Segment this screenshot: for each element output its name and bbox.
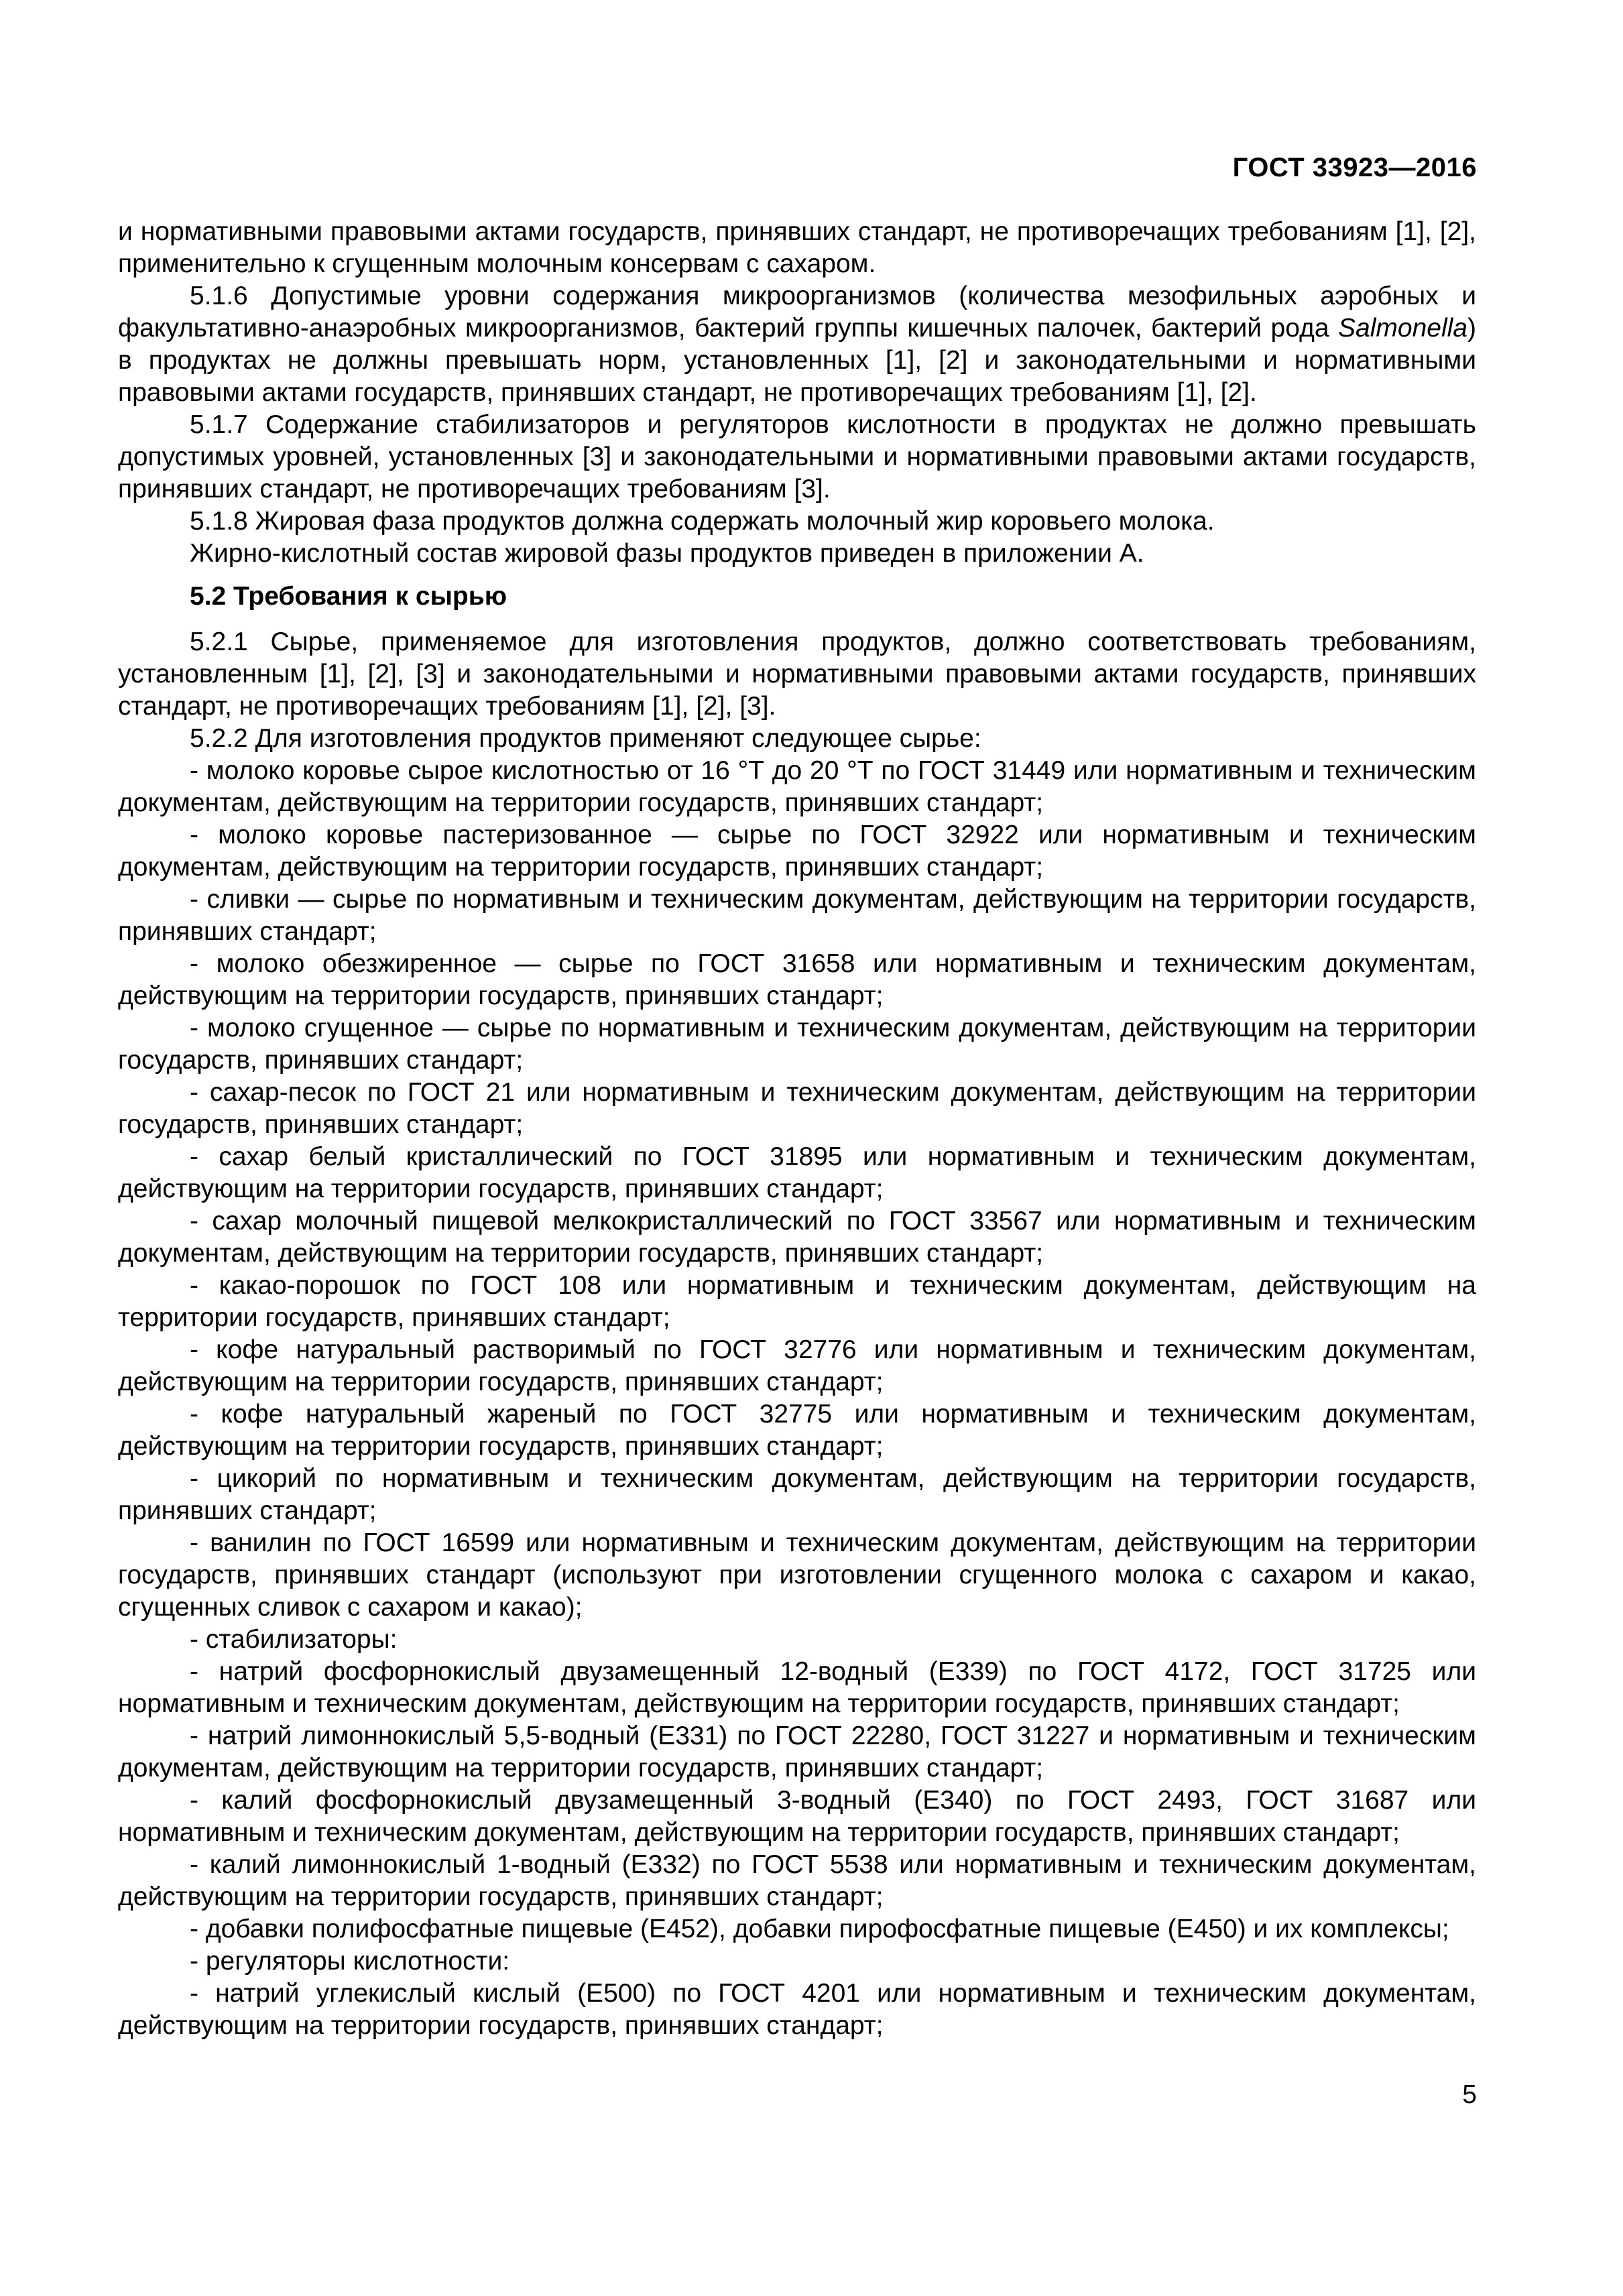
list-item: - сахар-песок по ГОСТ 21 или нормативным и техническим документам, действующим на территории государств, принявших стандарт;: [118, 1078, 1476, 1139]
clause-5-2-1: 5.2.1 Сырье, применяемое для изготовления продуктов, должно соответствовать требованиям, установленным [1], [2], [3] и законодательными и нормативными правовыми актами государств, принявших стандарт, не противоречащих требованиям [1], [2], [3].: [118, 627, 1476, 721]
list-item: - молоко сгущенное — сырье по нормативным и техническим документам, действующим на территории государств, принявших стандарт;: [118, 1014, 1476, 1075]
clause-5-1-6-part2: ) в продуктах не должны превышать норм, установленных [1], [2] и законодательными и нормативными правовыми актами государств, принявших стандарт, не противоречащих требованиям [1], [2].: [118, 314, 1476, 407]
clause-5-2-2: 5.2.2 Для изготовления продуктов применяют следующее сырье:: [190, 724, 981, 753]
list-item: - ванилин по ГОСТ 16599 или нормативным и техническим документам, действующим на территории государств, принявших стандарт (используют при изготовлении сгущенного молока с сахаром и какао, сгущенных сливок с сахаром и какао);: [118, 1528, 1476, 1622]
list-item: - сахар белый кристаллический по ГОСТ 31895 или нормативным и техническим документам, действующим на территории государств, принявших стандарт;: [118, 1142, 1476, 1203]
list-item: - сливки — сырье по нормативным и техническим документам, действующим на территории государств, принявших стандарт;: [118, 885, 1476, 946]
clause-5-1-8-note: Жирно-кислотный состав жировой фазы продуктов приведен в приложении А.: [190, 539, 1144, 568]
list-item: - натрий лимоннокислый 5,5-водный (Е331) по ГОСТ 22280, ГОСТ 31227 и нормативным и техническим документам, действующим на территории государств, принявших стандарт;: [118, 1721, 1476, 1783]
list-item: - натрий углекислый кислый (Е500) по ГОСТ 4201 или нормативным и техническим документам, действующим на территории государств, принявших стандарт;: [118, 1979, 1476, 2040]
list-item: - регуляторы кислотности:: [190, 1947, 510, 1976]
list-item: - молоко коровье сырое кислотностью от 16 °Т до 20 °Т по ГОСТ 31449 или нормативным и техническим документам, действующим на территории государств, принявших стандарт;: [118, 756, 1476, 817]
clause-5-1-7: 5.1.7 Содержание стабилизаторов и регуляторов кислотности в продуктах не должно превышать допустимых уровней, установленных [3] и законодательными и нормативными правовыми актами государств, принявших стандарт, не противоречащих требованиям [3].: [118, 410, 1476, 503]
list-item: - кофе натуральный жареный по ГОСТ 32775 или нормативным и техническим документам, действующим на территории государств, принявших стандарт;: [118, 1400, 1476, 1461]
clause-5-1-6: [118, 280, 1476, 409]
list-item: - какао-порошок по ГОСТ 108 или нормативным и техническим документам, действующим на территории государств, принявших стандарт;: [118, 1271, 1476, 1332]
clause-5-1-6-salmonella: Salmonella: [1338, 314, 1467, 343]
list-item: - цикорий по нормативным и техническим документам, действующим на территории государств, принявших стандарт;: [118, 1464, 1476, 1525]
list-item: - калий фосфорнокислый двузамещенный 3-водный (Е340) по ГОСТ 2493, ГОСТ 31687 или нормативным и техническим документам, действующим на территории государств, принявших стандарт;: [118, 1786, 1476, 1847]
page-number: 5: [1462, 2080, 1477, 2109]
document-body: [118, 216, 1476, 2042]
list-item: - добавки полифосфатные пищевые (Е452), добавки пирофосфатные пищевые (Е450) и их комплексы;: [190, 1915, 1449, 1943]
list-item: - сахар молочный пищевой мелкокристаллический по ГОСТ 33567 или нормативным и техническим документам, действующим на территории государств, принявших стандарт;: [118, 1207, 1476, 1268]
list-item: - стабилизаторы:: [190, 1625, 398, 1654]
clause-5-1-8: 5.1.8 Жировая фаза продуктов должна содержать молочный жир коровьего молока.: [190, 507, 1215, 536]
list-item: - молоко коровье пастеризованное — сырье по ГОСТ 32922 или нормативным и техническим документам, действующим на территории государств, принявших стандарт;: [118, 821, 1476, 882]
list-item: - калий лимоннокислый 1-водный (Е332) по ГОСТ 5538 или нормативным и техническим документам, действующим на территории государств, принявших стандарт;: [118, 1850, 1476, 1911]
paragraph-continuation: и нормативными правовыми актами государств, принявших стандарт, не противоречащих требованиям [1], [2], применительно к сгущенным молочным консервам с сахаром.: [118, 217, 1476, 278]
section-heading-5-2: 5.2 Требования к сырью: [190, 582, 507, 611]
list-item: - натрий фосфорнокислый двузамещенный 12-водный (Е339) по ГОСТ 4172, ГОСТ 31725 или нормативным и техническим документам, действующим на территории государств, принявших стандарт;: [118, 1657, 1476, 1718]
clause-5-1-6-part1: 5.1.6 Допустимые уровни содержания микроорганизмов (количества мезофильных аэробных и факультативно-анаэробных микроорганизмов, бактерий группы кишечных палочек, бактерий рода: [118, 282, 1476, 343]
list-item: - кофе натуральный растворимый по ГОСТ 32776 или нормативным и техническим документам, действующим на территории государств, принявших стандарт;: [118, 1335, 1476, 1396]
document-header-id: ГОСТ 33923—2016: [1232, 153, 1477, 182]
list-item: - молоко обезжиренное — сырье по ГОСТ 31658 или нормативным и техническим документам, действующим на территории государств, принявших стандарт;: [118, 949, 1476, 1010]
